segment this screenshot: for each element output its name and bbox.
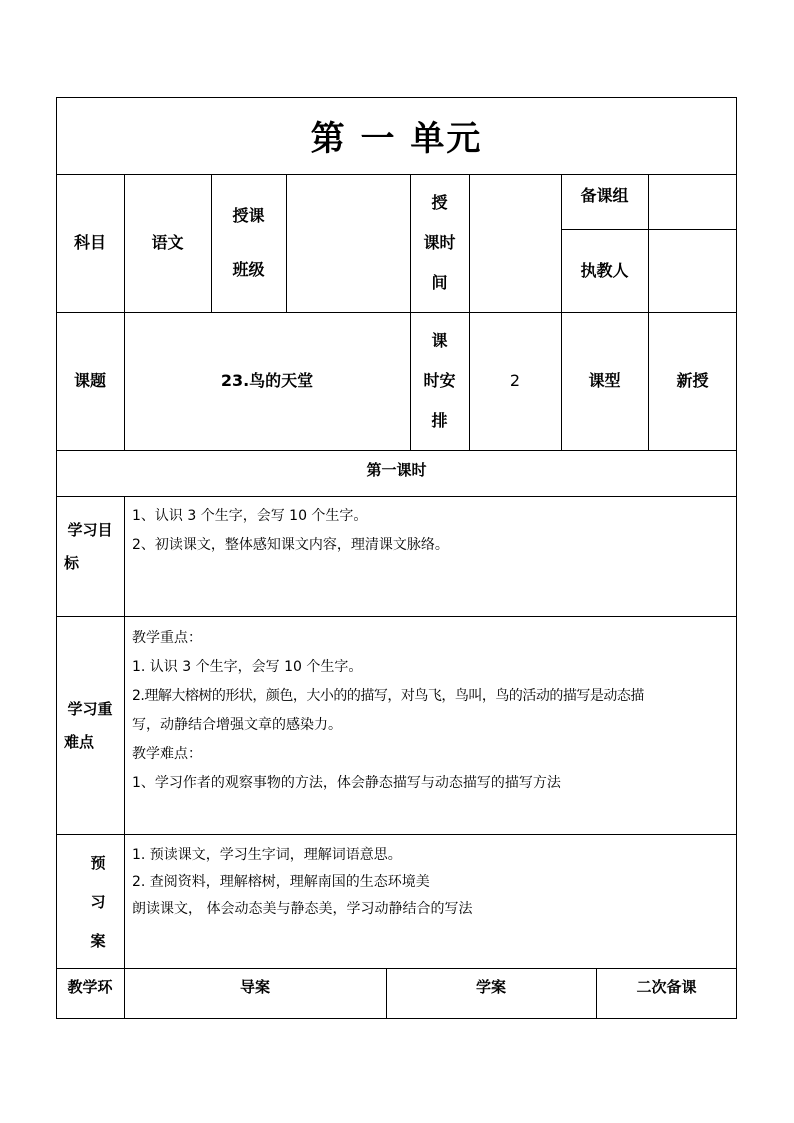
goals-label-line: 学习目 (67, 521, 113, 539)
key-points-line: 写，动静结合增强文章的感染力。 (132, 717, 342, 733)
goals-label-line: 标 (64, 554, 80, 572)
subject-value: 语文 (151, 233, 184, 252)
key-points-label-line: 难点 (64, 733, 95, 751)
session-title: 第一课时 (366, 460, 427, 479)
class-label (211, 174, 286, 312)
time-label (410, 174, 469, 312)
key-points-line: 1. 认识 3 个生字，会写 10 个生字。 (132, 659, 363, 675)
preview-line: 1. 预读课文，学习生字词，理解词语意思。 (132, 847, 402, 863)
hours-label-line: 课 (431, 331, 448, 350)
hours-label-line: 排 (431, 411, 448, 430)
class-value (286, 174, 410, 312)
preview-line: 朗读课文， 体会动态美与静态美，学习动静结合的写法 (132, 901, 473, 917)
preview-label (56, 834, 140, 968)
preview-line: 2. 查阅资料，理解榕树，理解南国的生态环境美 (132, 874, 430, 890)
time-label-line: 间 (431, 273, 448, 292)
preview-content (132, 842, 736, 923)
key-points-line: 2.理解大榕树的形状，颜色，大小的的描写，对鸟飞，鸟叫，鸟的活动的描写是动态描 (132, 688, 644, 704)
rule-h (56, 834, 737, 835)
goals-line: 1、认识 3 个生字，会写 10 个生字。 (132, 508, 368, 524)
key-points-line: 教学重点： (132, 630, 202, 646)
key-points-label-line: 学习重 (67, 700, 113, 718)
type-label: 课型 (588, 371, 621, 390)
group-label: 备课组 (580, 185, 629, 205)
hours-label (410, 312, 469, 450)
topic-value: 23.鸟的天堂 (220, 371, 314, 390)
goals-content (132, 505, 732, 558)
goals-label (56, 496, 124, 616)
time-label-line: 课时 (423, 233, 456, 252)
preview-label-line: 案 (90, 931, 106, 950)
page-title: 第 一 单元 (310, 119, 483, 159)
footer-col-second-prep: 二次备课 (636, 977, 697, 996)
hours-value: 2 (509, 371, 521, 390)
key-points-line: 1、学习作者的观察事物的方法，体会静态描写与动态描写的描写方法 (132, 775, 561, 791)
topic-label: 课题 (73, 371, 106, 390)
class-label-line: 班级 (232, 260, 265, 279)
teacher-label: 执教人 (580, 260, 629, 280)
subject-label: 科目 (73, 233, 106, 252)
group-value (648, 174, 737, 229)
preview-label-line: 预 (90, 853, 106, 872)
footer-col-stage: 教学环 (67, 977, 113, 996)
key-points-line: 教学难点： (132, 746, 202, 762)
preview-label-line: 习 (90, 892, 106, 911)
time-label-line: 授 (431, 193, 448, 212)
class-label-line: 授课 (232, 206, 265, 225)
footer-col-study: 学案 (475, 977, 506, 996)
teacher-value (648, 229, 737, 312)
goals-line: 2、初读课文，整体感知课文内容，理清课文脉络。 (132, 536, 449, 553)
key-points-label (56, 616, 124, 834)
hours-label-line: 时安 (423, 371, 456, 390)
rule-h (56, 496, 737, 497)
key-points-content (132, 624, 736, 798)
rule-h (56, 616, 737, 617)
time-value (469, 174, 561, 312)
type-value: 新授 (676, 371, 709, 390)
footer-col-guide: 导案 (239, 977, 270, 996)
